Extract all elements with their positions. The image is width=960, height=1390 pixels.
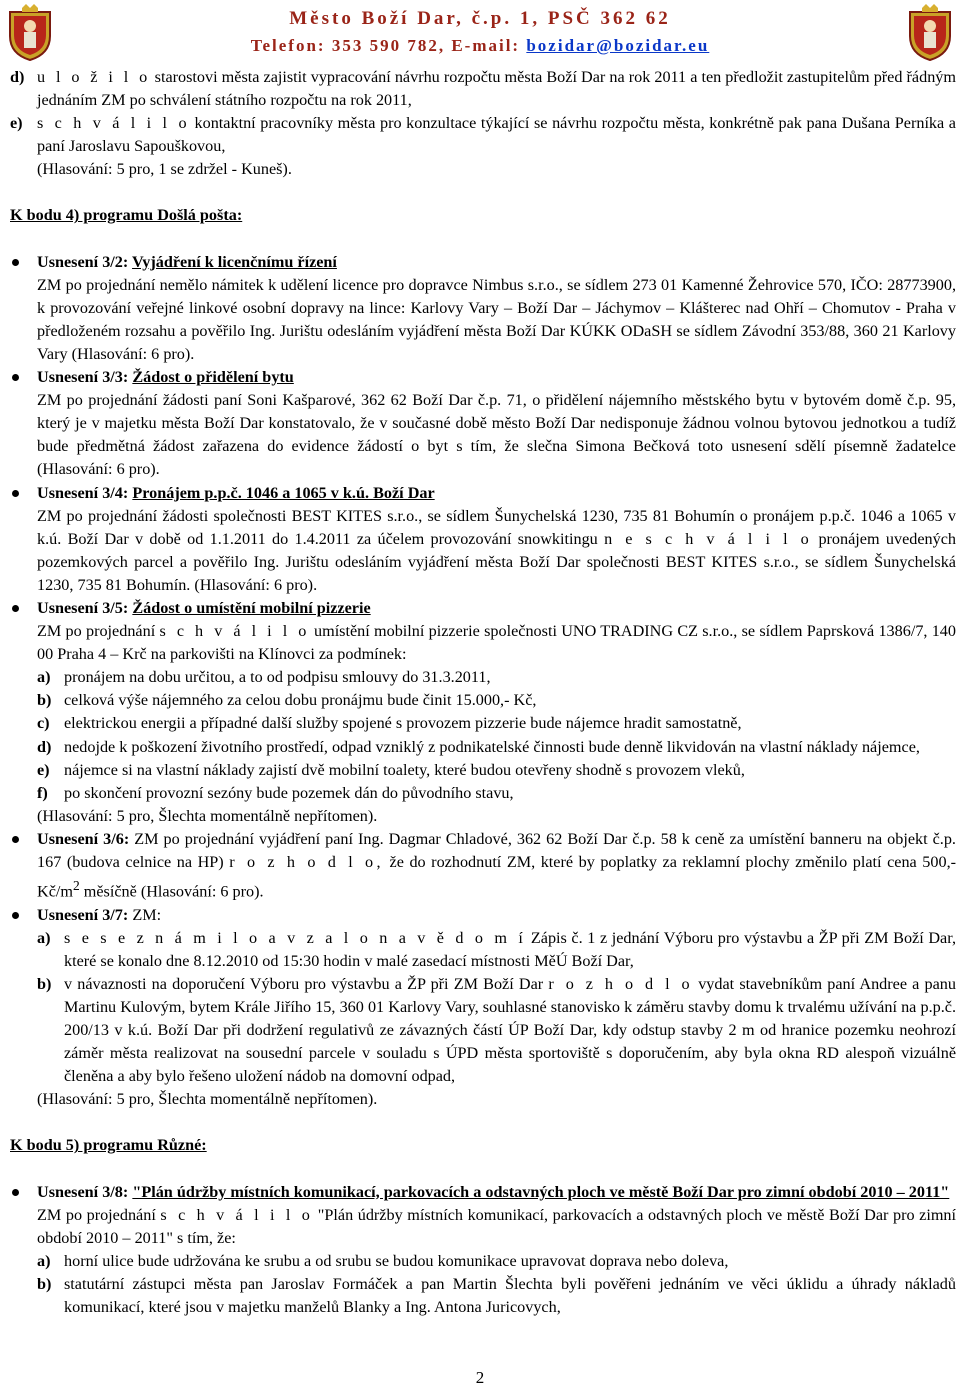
list-item: d) nedojde k poškození životního prostředí, odpad vzniklý z podnikatelské činnosti bude denně likvidován na vlastní náklady nájemce, bbox=[37, 737, 920, 756]
bullet-icon bbox=[10, 251, 37, 366]
vote-result: (Hlasování: 5 pro, 1 se zdržel - Kuneš). bbox=[37, 160, 292, 179]
resolution-3-5: Usnesení 3/5: Žádost o umístění mobilní pizzerie ZM po projednání s c h v á l i l o umístění mobilní pizzerie společnosti UNO TRADING CZ s.r.o., se sídlem Paprsková 1386/7, 140 00 Praha 4 – Krč na parkovišti na Klínovci za podmínek: a) pronájem na dobu určitou, a to od podpisu smlouvy do 31.3.2011, b) celková výše nájemného za celou dobu pronájmu bude činit 15.000,- Kč, c) elektrickou energii a případné další služby spojené s provozem pizzerie bude nájemce hradit samostatně, d) nedojde k poškození životního prostředí, odpad vzniklý z podnikatelské činnosti bude denně likvidován na vlastní náklady nájemce, e) nájemce si na vlastní náklady zajistí dvě mobilní toalety, které budou otevřeny shodně s provozem vleků, f) po skončení provozní sezóny bude pozemek dán do původního stavu, (Hlasování: 5 pro, Šlechta momentálně nepřítomen). bbox=[10, 597, 956, 828]
bullet-icon bbox=[10, 1181, 37, 1320]
section-heading: K bodu 4) programu Došlá pošta: bbox=[10, 206, 243, 225]
list-item: c) elektrickou energii a případné další služby spojené s provozem pizzerie bude nájemce hradit samostatně, bbox=[37, 714, 742, 733]
resolution-3-2: Usnesení 3/2: Vyjádření k licenčnímu řízení ZM po projednání nemělo námitek k udělení licence pro dopravce Nimbus s.r.o., se sídlem 273 01 Kamenné Žehrovice 570, IČO: 28773900, k provozování veřejné linkové osobní dopravy na lince: Karlovy Vary – Boží Dar – Jáchymov – Klášterec nad Ohří – Chomutov - Praha v předloženém rozsahu a pověřilo Ing. Jurištu odesláním vyjádření města Boží Dar KÚKK ODaSH se sídlem Závodní 353/88, 360 21 Karlovy Vary (Hlasování: 6 pro). bbox=[10, 251, 956, 366]
list-item: e) s c h v á l i l o kontaktní pracovníky města pro konzultace týkající se návrhu rozpočtu města, konkrétně pak pana Dušana Perníka a paní Jaroslavu Sapouškovou, bbox=[10, 114, 956, 156]
contact-line: Telefon: 353 590 782, E-mail: bozidar@bozidar.eu bbox=[250, 36, 710, 55]
page-number: 2 bbox=[475, 1368, 485, 1387]
list-item: b) celková výše nájemného za celou dobu pronájmu bude činit 15.000,- Kč, bbox=[37, 691, 537, 710]
resolution-3-7: Usnesení 3/7: ZM: a) s e s e z n á m i l o a v z a l o n a v ě d o m í Zápis č. 1 z jednání Výboru pro výstavbu a ŽP při ZM Boží Dar, které se konalo dne 8.12.2010 od 15:30 hodin v malé zasedací místnosti MěÚ Boží Dar, b) v návaznosti na doporučení Výboru pro výstavbu a ŽP při ZM Boží Dar r o z h o d l o vydat stavebníkům paní Andree a panu Martinu Kulovým, bytem Krále Jiřího 15, 360 01 Karlovy Vary, souhlasné stanovisko k záměru stavby domu k trvalému užívání na p.p.č. 200/13 v k.ú. Boží Dar při dodržení regulativů ze závazných částí ÚP Boží Dar, kdy odstup stavby 2 m od hranice pozemku neohrozí záměr města realizovat na sousední parcele v souladu s ÚPD města sportoviště s doporučením, aby byla okna RD alespoň vizuálně členěna a aby bylo řešeno uložení nádob na domovní odpad, bbox=[10, 904, 956, 1089]
letterhead bbox=[0, 0, 960, 64]
vote-result: (Hlasování: 5 pro, Šlechta momentálně nepřítomen). bbox=[37, 1090, 378, 1109]
town-address: Město Boží Dar, č.p. 1, PSČ 362 62 bbox=[289, 8, 671, 29]
town-crest-icon bbox=[904, 2, 956, 62]
list-item: b) statutární zástupci města pan Jaroslav Formáček a pan Martin Šlechta byli pověřeni jednáním ve věci úklidu a úhrady nákladů komunikací, které jsou v majetku manželů Blanky a Ing. Antona Juricovych, bbox=[37, 1274, 956, 1316]
list-item: f) po skončení provozní sezóny bude pozemek dán do původního stavu, bbox=[37, 783, 514, 802]
bullet-icon bbox=[10, 904, 37, 1089]
list-item: e) nájemce si na vlastní náklady zajistí dvě mobilní toalety, které budou otevřeny shodně s provozem vleků, bbox=[37, 760, 745, 779]
email-link[interactable]: bozidar@bozidar.eu bbox=[526, 36, 710, 55]
bullet-icon bbox=[10, 482, 37, 597]
list-item: a) horní ulice bude udržována ke srubu a od srubu se budou komunikace upravovat doprava nebo doleva, bbox=[37, 1251, 729, 1270]
resolution-3-4: Usnesení 3/4: Pronájem p.p.č. 1046 a 1065 v k.ú. Boží Dar ZM po projednání žádosti společnosti BEST KITES s.r.o., se sídlem Šunychelská 1230, 735 81 Bohumín o pronájem p.p.č. 1046 a 1065 v k.ú. Boží Dar v době od 1.1.2011 do 1.4.2011 za účelem provozování snowkitingu n e s c h v á l i l o pronájem uvedených pozemkových parcel a pověřilo Ing. Jurištu odesláním vyjádření města Boží Dar společnosti BEST KITES s.r.o., se sídlem Šunychelská 1230, 735 81 Bohumín. (Hlasování: 6 pro). bbox=[10, 482, 956, 597]
bullet-icon bbox=[10, 828, 37, 904]
vote-result: (Hlasování: 5 pro, Šlechta momentálně nepřítomen). bbox=[37, 806, 378, 825]
bullet-icon bbox=[10, 366, 37, 481]
section-heading: K bodu 5) programu Různé: bbox=[10, 1136, 207, 1155]
list-item: b) v návaznosti na doporučení Výboru pro výstavbu a ŽP při ZM Boží Dar r o z h o d l o vydat stavebníkům paní Andree a panu Martinu Kulovým, bytem Krále Jiřího 15, 360 01 Karlovy Vary, souhlasné stanovisko k záměru stavby domu k trvalému užívání na p.p.č. 200/13 v k.ú. Boží Dar při dodržení regulativů ze závazných částí ÚP Boží Dar, kdy odstup stavby 2 m od hranice pozemku neohrozí záměr města realizovat na sousední parcele v souladu s ÚPD města sportoviště s doporučením, aby byla okna RD alespoň vizuálně členěna a aby bylo řešeno uložení nádob na domovní odpad, bbox=[37, 974, 956, 1086]
document-body bbox=[10, 66, 956, 1319]
resolution-3-8: Usnesení 3/8: "Plán údržby místních komunikací, parkovacích a odstavných ploch ve městě Boží Dar pro zimní období 2010 – 2011" ZM po projednání s c h v á l i l o "Plán údržby místních komunikací, parkovacích a odstavných ploch ve městě Boží Dar pro zimní období 2010 – 2011" s tím, že: a) horní ulice bude udržována ke srubu a od srubu se budou komunikace upravovat doprava nebo doleva, b) statutární zástupci města pan Jaroslav Formáček a pan Martin Šlechta byli pověřeni jednáním ve věci úklidu a úhrady nákladů komunikací, které jsou v majetku manželů Blanky a Ing. Antona Juricovych, bbox=[10, 1181, 956, 1320]
resolution-3-3: Usnesení 3/3: Žádost o přidělení bytu ZM po projednání žádosti paní Soni Kašparové, 362 62 Boží Dar č.p. 71, o přidělení nájemního městského bytu v bytovém domě č.p. 95, který je v majetku města Boží Dar konstatovalo, že v současné době město Boží Dar nedisponuje žádnou volnou bytovou jednotkou a tudíž bude předmětná žádost zařazena do evidence žádostí o byt s tím, že slečna Simona Bečková toto usnesení sdělí písemně žadatelce (Hlasování: 6 pro). bbox=[10, 366, 956, 481]
list-item: a) s e s e z n á m i l o a v z a l o n a v ě d o m í Zápis č. 1 z jednání Výboru pro výstavbu a ŽP při ZM Boží Dar, které se konalo dne 8.12.2010 od 15:30 hodin v malé zasedací místnosti MěÚ Boží Dar, bbox=[37, 928, 956, 970]
list-item: a) pronájem na dobu určitou, a to od podpisu smlouvy do 31.3.2011, bbox=[37, 668, 491, 687]
bullet-icon bbox=[10, 597, 37, 828]
list-item: d) u l o ž i l o starostovi města zajistit vypracování návrhu rozpočtu města Boží Dar na rok 2011 a ten předložit zastupitelům před řádným jednáním ZM po schválení státního rozpočtu na rok 2011, bbox=[10, 68, 956, 110]
resolution-3-6: Usnesení 3/6: ZM po projednání vyjádření paní Ing. Dagmar Chladové, 362 62 Boží Dar č.p. 58 k ceně za umístění banneru na objekt č.p. 167 (budova celnice na HP) r o z h o d l o, že do rozhodnutí ZM, které by poplatky za reklamní plochy změnilo platí cena 500,- $Kč/m^2$ měsíčně (Hlasování: 6 pro). bbox=[10, 828, 956, 904]
